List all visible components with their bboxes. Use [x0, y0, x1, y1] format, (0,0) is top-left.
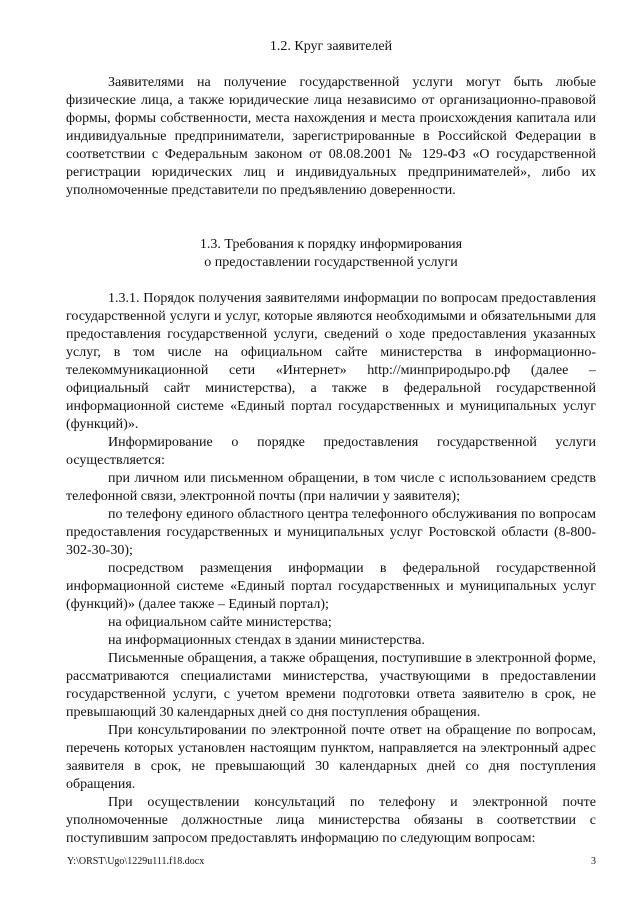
paragraph: по телефону единого областного центра телефонного обслуживания по вопросам предоставления государственных и муниципальных услуг Ростовской области (8-800-302-30-30);: [66, 507, 596, 558]
section-1-2-title: 1.2. Круг заявителей: [269, 39, 393, 54]
section-1-3-body: [66, 290, 596, 848]
page-number: 3: [591, 856, 596, 867]
paragraph: Заявителями на получение государственной услуги могут быть любые физические лица, а также юридические лица независимо от организационно-правовой формы, формы собственности, места нахождения и места происхождения капитала или индивидуальные предприниматели, зарегистрированные в Российской Федерации в соответствии с Федеральным законом от 08.08.2001 № 129-ФЗ «О государственной регистрации юридических лиц и индивидуальных предпринимателей», либо их уполномоченные представители по предъявлению доверенности.: [66, 75, 596, 198]
paragraph: посредством размещения информации в федеральной государственной информационной системе «Единый портал государственных и муниципальных услуг (функций)» (далее также – Единый портал);: [66, 561, 596, 612]
section-1-3-title-line-1: 1.3. Требования к порядку информирования: [199, 237, 463, 252]
paragraph: на информационных стендах в здании министерства.: [108, 633, 425, 648]
paragraph: при личном или письменном обращении, в том числе с использованием средств телефонной связи, электронной почты (при наличии у заявителя);: [66, 471, 596, 504]
paragraph: на официальном сайте министерства;: [108, 615, 332, 630]
section-1-2-body: [66, 74, 596, 200]
paragraph: Письменные обращения, а также обращения, поступившие в электронной форме, рассматриваются специалистами министерства, участвующими в предоставлении государственной услуги, с учетом времени подготовки ответа заявителю в срок, не превышающий 30 календарных дней со дня поступления обращения.: [66, 651, 596, 720]
paragraph: При осуществлении консультаций по телефону и электронной почте уполномоченные должностные лица министерства обязаны в соответствии с поступившим запросом предоставлять информацию по следующим вопросам:: [66, 795, 596, 846]
paragraph: Информирование о порядке предоставления государственной услуги осуществляется:: [66, 435, 596, 468]
paragraph: 1.3.1. Порядок получения заявителями информации по вопросам предоставления государственной услуги и услуг, которые являются необходимыми и обязательными для предоставления государственной услуги, сведений о ходе предоставления указанных услуг, в том числе на официальном сайте министерства в информационно-телекоммуникационной сети «Интернет» http://минприродыро.рф (далее – официальный сайт министерства), а также в федеральной государственной информационной системе «Единый портал государственных и муниципальных услуг (функций)».: [66, 291, 596, 432]
footer-file-path: Y:\ORST\Ugo\1229u111.f18.docx: [67, 856, 205, 867]
paragraph: При консультировании по электронной почте ответ на обращение по вопросам, перечень которых установлен настоящим пунктом, направляется на электронный адрес заявителя в срок, не превышающий 30 календарных дней со дня поступления обращения.: [66, 723, 596, 792]
section-1-3-title-line-2: о предоставлении государственной услуги: [204, 255, 458, 270]
